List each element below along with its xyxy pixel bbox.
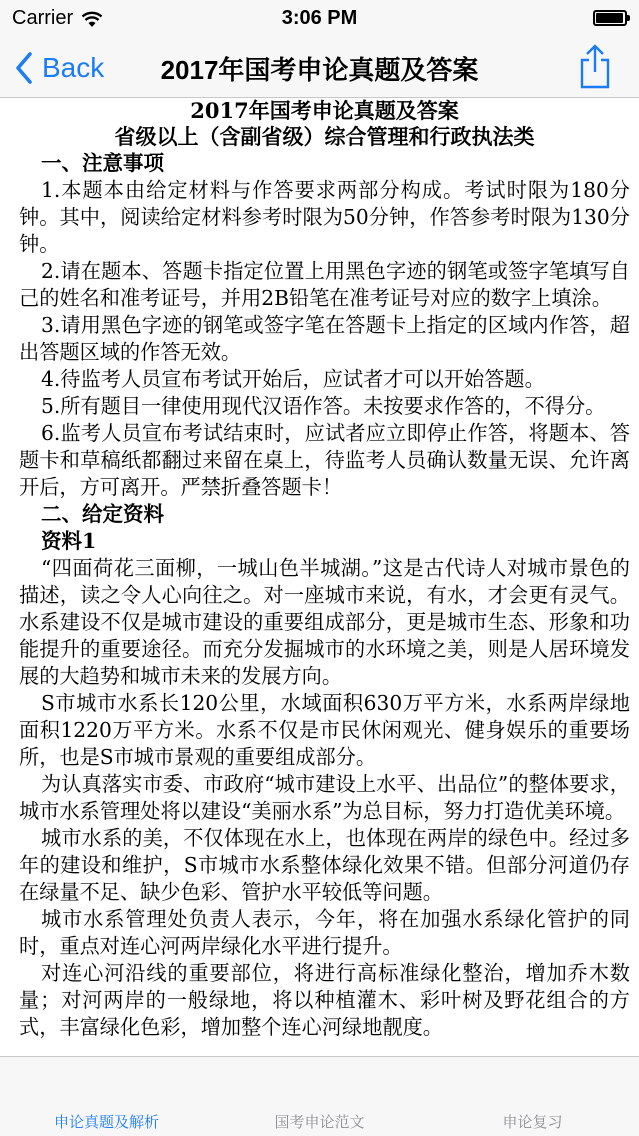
nav-bar (0, 40, 639, 98)
chevron-left-icon (14, 51, 34, 85)
material-paragraph: “四面荷花三面柳，一城山色半城湖。”这是古代诗人对城市景色的描述，读之令人心向往之。对一座城市来说，有水，才会更有灵气。水系建设不仅是城市建设的重要组成部分，更是城市生态、形象和功能提升的重要途径。而充分发掘城市的水环境之美，则是人居环境发展的大趋势和城市未来的发展方向。 (19, 556, 630, 688)
material-paragraph: 对连心河沿线的重要部位，将进行高标准绿化整治，增加乔木数量；对河两岸的一般绿地，将以种植灌木、彩叶树及野花组合的方式，丰富绿化色彩，增加整个连心河绿地靓度。 (19, 961, 630, 1039)
article-content (0, 98, 639, 1041)
note-paragraph: 3.请用黑色字迹的钢笔或签字笔在答题卡上指定的区域内作答，超出答题区域的作答无效。 (19, 313, 630, 364)
note-paragraph: 2.请在题本、答题卡指定位置上用黑色字迹的钢笔或签字笔填写自己的姓名和准考证号，并用2B铅笔在准考证号对应的数字上填涂。 (19, 259, 630, 310)
note-paragraph: 4.待监考人员宣布考试开始后，应试者才可以开始答题。 (41, 367, 545, 391)
note-paragraph: 6.监考人员宣布考试结束时，应试者应立即停止作答，将题本、答题卡和草稿纸都翻过来留在桌上，待监考人员确认数量无误、允许离开后，方可离开。严禁折叠答题卡！ (19, 421, 630, 499)
material-paragraph: 城市水系管理处负责人表示，今年，将在加强水系绿化管护的同时，重点对连心河两岸绿化水平进行提升。 (19, 907, 630, 958)
article-view[interactable] (0, 98, 639, 1056)
status-time: 3:06 PM (281, 7, 358, 29)
tab-exam-analysis[interactable] (0, 1111, 213, 1132)
tab-model-essays[interactable] (213, 1111, 426, 1132)
note-paragraph: 5.所有题目一律使用现代汉语作答。未按要求作答的，不得分。 (41, 394, 606, 418)
note-paragraph: 1.本题本由给定材料与作答要求两部分构成。考试时限为180分钟。其中，阅读给定材料参考时限为50分钟，作答参考时限为130分钟。 (19, 178, 630, 256)
material-heading: 资料1 (41, 529, 97, 553)
tab-review[interactable] (426, 1111, 639, 1132)
material-paragraph: 为认真落实市委、市政府“城市建设上水平、出品位”的整体要求，城市水系管理处将以建设“美丽水系”为总目标，努力打造优美环境。 (19, 772, 630, 823)
document-subtitle: 省级以上（含副省级）综合管理和行政执法类 (114, 124, 535, 149)
share-button[interactable] (577, 44, 613, 90)
tab-label: 申论复习 (502, 1114, 563, 1131)
share-icon (577, 44, 613, 90)
section-heading-notes: 一、注意事项 (41, 151, 164, 175)
status-bar (0, 0, 639, 40)
battery-level (596, 13, 623, 23)
material-paragraph: S市城市水系长120公里，水域面积630万平方米，水系两岸绿地面积1220万平方米。水系不仅是市民休闲观光、健身娱乐的重要场所，也是S市城市景观的重要组成部分。 (19, 691, 630, 769)
material-paragraph: 城市水系的美，不仅体现在水上，也体现在两岸的绿色中。经过多年的建设和维护，S市城市水系整体绿化效果不错。但部分河道仍存在绿量不足、缺少色彩、管护水平较低等问题。 (19, 826, 630, 904)
tab-label: 申论真题及解析 (53, 1114, 159, 1131)
tab-label: 国考申论范文 (274, 1114, 365, 1131)
tab-bar (0, 1056, 639, 1136)
page-title: 2017年国考申论真题及答案 (160, 55, 479, 85)
battery-icon (593, 10, 627, 26)
back-label: Back (42, 52, 105, 83)
carrier-label: Carrier (12, 7, 74, 29)
document-title: 2017年国考申论真题及答案 (190, 98, 459, 123)
back-button[interactable] (14, 48, 104, 88)
section-heading-materials: 二、给定资料 (41, 502, 164, 526)
